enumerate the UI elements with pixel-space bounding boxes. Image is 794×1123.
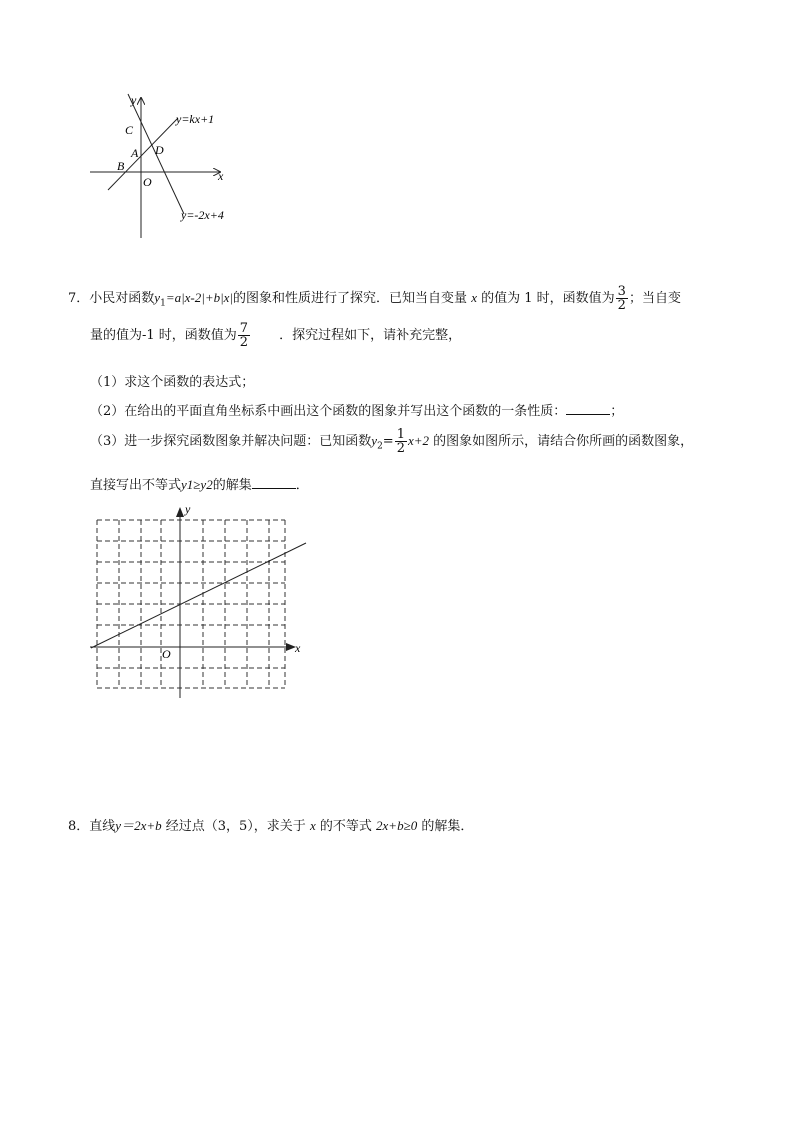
func-y1: y xyxy=(154,290,161,305)
answer-blank-property[interactable] xyxy=(566,402,610,415)
q7-eq2: = xyxy=(382,434,394,449)
q7-part1: （1）求这个函数的表达式； xyxy=(90,375,255,390)
q7-part2 xyxy=(90,400,623,419)
q7-line5-text: 直接写出不等式 xyxy=(90,478,182,493)
q7-text-a: 小民对函数 xyxy=(89,291,155,306)
fraction-7-2 xyxy=(238,322,250,349)
q7-part3-text: （3）进一步探究函数图象并解决问题：已知函数 xyxy=(90,434,372,449)
q7-text-e: 量的值为-1 时，函数值为 xyxy=(90,328,237,343)
q7-line5-end: ． xyxy=(295,478,309,493)
q8-text-d: 的解集． xyxy=(421,819,474,834)
figure-1-lines xyxy=(80,88,250,243)
frac2-den: 2 xyxy=(239,335,249,350)
func-y2: y xyxy=(371,433,378,448)
q7-part2-text: （2）在给出的平面直角坐标系中画出这个函数的图象并写出这个函数的一条性质： xyxy=(90,404,567,419)
frac2-num: 7 xyxy=(239,321,249,336)
q8-line xyxy=(68,815,473,834)
frac3-num: 1 xyxy=(396,427,405,442)
label-d: D xyxy=(155,143,164,157)
q8-text-a: 直线 xyxy=(89,819,116,834)
q7-line5 xyxy=(90,474,309,493)
q8-expr: y＝2x+b xyxy=(115,818,162,833)
line-y2 xyxy=(91,543,306,648)
q7-part2-end: ； xyxy=(610,404,624,419)
fraction-3-2 xyxy=(616,285,628,312)
q7-var-x: x xyxy=(471,290,477,305)
func-y2-sub: 2 xyxy=(377,441,383,452)
q7-part3 xyxy=(90,428,693,455)
label-c: C xyxy=(125,123,134,137)
q8-number: 8． xyxy=(68,819,90,834)
q7-line5-text2: 的解集 xyxy=(212,478,252,493)
q7-number: 7． xyxy=(68,291,90,306)
label-x: x xyxy=(218,169,224,183)
q7-inequality: y1≥y2 xyxy=(181,477,213,492)
label-y-2: y xyxy=(185,502,191,516)
q7-text-f: ．探究过程如下，请补充完整， xyxy=(279,328,462,343)
fraction-1-2 xyxy=(395,428,407,455)
q7-text-d: ；当自变 xyxy=(628,291,681,306)
figure-2-grid xyxy=(85,500,315,705)
label-y: y xyxy=(131,93,137,107)
label-b: B xyxy=(117,159,125,173)
func-y1-sub: 1 xyxy=(160,298,166,309)
q7-expression: =a|x-2|+b|x| xyxy=(165,290,234,305)
q7-line2 xyxy=(90,322,461,349)
frac1-den: 2 xyxy=(617,298,626,313)
grid-lines xyxy=(97,520,285,688)
answer-blank-solution[interactable] xyxy=(252,476,296,489)
label-origin-2: O xyxy=(162,647,171,661)
label-origin: O xyxy=(143,175,152,189)
label-line1: y=kx+1 xyxy=(176,112,215,126)
q8-text-c: 的不等式 xyxy=(319,819,372,834)
q7-text-b: 的图象和性质进行了探究．已知当自变量 xyxy=(233,291,468,306)
frac3-den: 2 xyxy=(396,441,405,456)
label-a: A xyxy=(131,146,139,160)
frac1-num: 3 xyxy=(617,284,626,299)
q8-text-b: 经过点（3，5），求关于 xyxy=(165,819,306,834)
q7-part3-expr: x+2 xyxy=(407,433,430,448)
q7-part3-rest: 的图象如图所示，请结合你所画的函数图象， xyxy=(433,434,694,449)
q8-var-x: x xyxy=(309,818,316,833)
q8-inequality: 2x+b≥0 xyxy=(376,818,418,833)
q7-text-c: 的值为 1 时，函数值为 xyxy=(481,291,615,306)
label-x-2: x xyxy=(295,641,301,655)
label-line2: y=-2x+4 xyxy=(181,208,224,222)
q7-line1 xyxy=(68,285,681,312)
